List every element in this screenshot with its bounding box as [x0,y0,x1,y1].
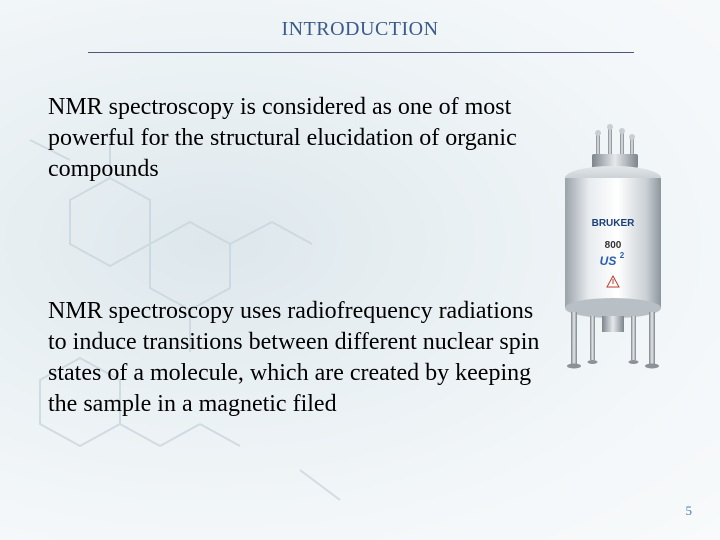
paragraph-nmr-definition: NMR spectroscopy is considered as one of most powerful for the structural elucidation of organic compounds [48,94,517,182]
slide-title: INTRODUCTION [281,18,439,40]
title-underline [88,52,634,53]
model-label: 800 [604,240,622,251]
paragraph-nmr-principle: NMR spectroscopy uses radiofrequency radiations to induce transitions between different nuclear spin states of a molecule, which are created by keeping the sample in a magnetic filed [48,298,540,417]
series-superscript: 2 [619,251,625,260]
brand-logo-text: BRUKER [591,218,635,229]
page-number: 5 [685,503,692,518]
series-label: US [599,254,617,268]
nmr-magnet-image [558,120,668,380]
